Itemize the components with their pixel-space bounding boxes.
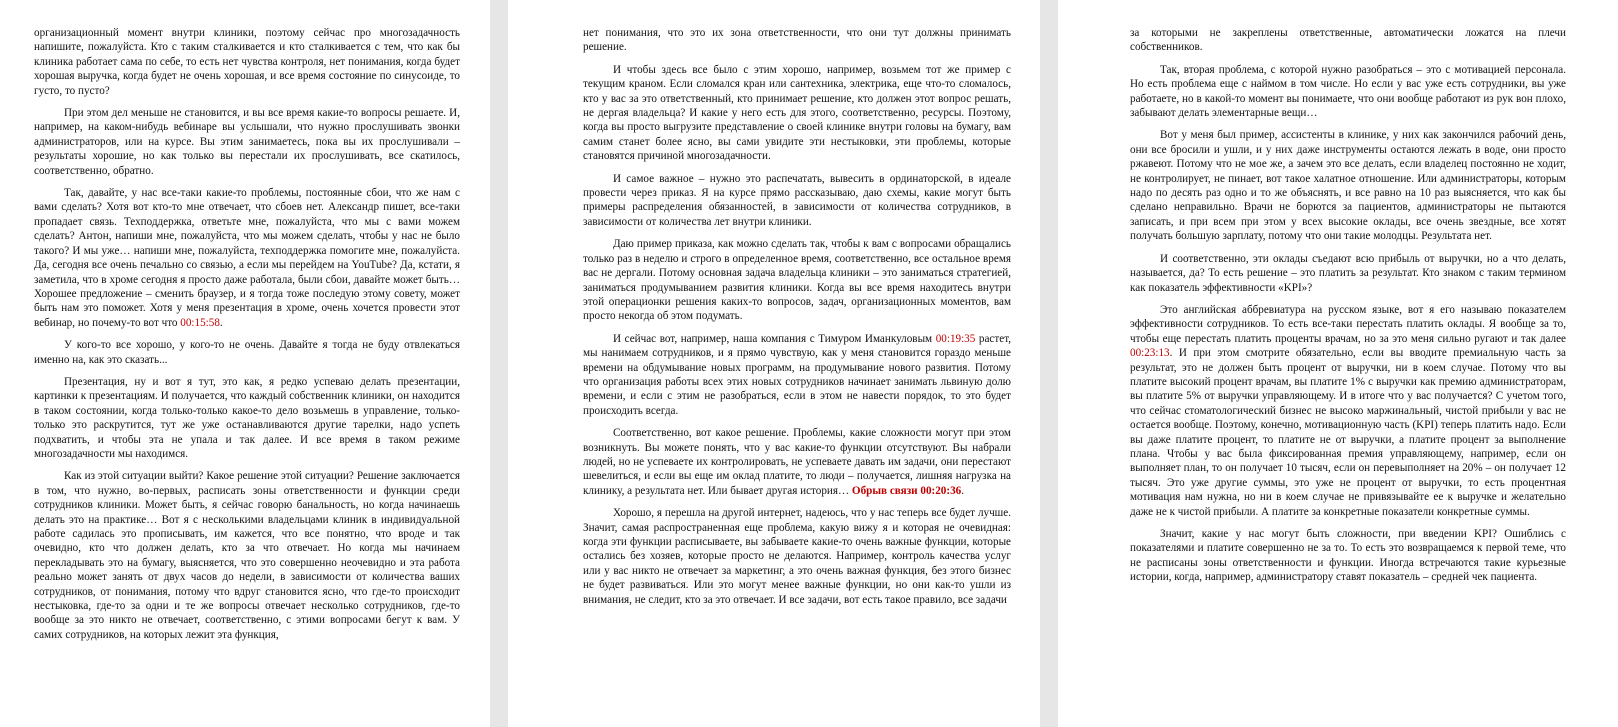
paragraph xyxy=(34,186,460,330)
paragraph-text: И сейчас вот, например, наша компания с Тимуром Иманкуловым xyxy=(613,332,936,345)
paragraph-text: Соответственно, вот какое решение. Проблемы, какие сложности могут при этом возникнуть. Вы можете понять, что у вас какие-то функции отсутствуют. Вы набрали людей, но не успеваете их контролировать, не успеваете давать им задачи, они перестают шевелиться, и если вы еще им оклад платите, то люди – получается, лишняя нагрузка на клинику, а результата нет. Или бывает другая история… xyxy=(583,427,1011,497)
paragraph-text: . xyxy=(961,484,965,497)
timestamp: 00:23:13 xyxy=(1130,347,1170,360)
paragraph-text: У кого-то все хорошо, у кого-то не очень. Давайте я тогда не буду отвлекаться именно на, как это сказать... xyxy=(34,339,460,366)
paragraph-text: И самое важное – нужно это распечатать, вывесить в ординаторской, в идеале провести через приказ. Я на курсе прямо рассказываю, даю схемы, какие могут быть примеры распределения обязанностей, в зависимости от количества сотрудников, в зависимости от количества лет внутри клиники. xyxy=(583,172,1011,228)
paragraph xyxy=(583,172,1011,230)
paragraph xyxy=(583,332,1011,418)
paragraph xyxy=(583,426,1011,498)
timestamp: 00:15:58 xyxy=(180,316,220,329)
paragraph-text: При этом дел меньше не становится, и вы все время какие-то вопросы решаете. И, например, на каком-нибудь вебинаре вы услышали, что нужно прослушивать звонки администраторов, или на курсе. Вы этим занимаетесь, пока вы их прослушивали – результаты хорошие, но как только вы перестали их прослушивать, все скатилось, соответственно, обратно. xyxy=(34,107,460,177)
paragraph-text: Даю пример приказа, как можно сделать так, чтобы к вам с вопросами обращались только раз в неделю и строго в определенное время, соответственно, все остальное время вас не дергали. Потому основная задача владельца клиники – это заниматься стратегией, заниматься продумыванием развития клиники. Когда вы все время находитесь внутри этой операционки решения каких-то вопросов, задач, организационных моментов, вам просто некогда об этом подумать. xyxy=(583,238,1011,323)
paragraph-text: Хорошо, я перешла на другой интернет, надеюсь, что у нас теперь все будет лучше. Значит, самая распространенная еще проблема, какую вижу я и которая не очевидная: когда эти функции расписываете, вы забываете какие-то очень важные функции, которые остались без хозяев, которые просто не делаются. Например, контроль качества услуг или у вас никто не отвечает за маркетинг, а это очень важная функция, без этого бизнес не будет развиваться. Или это могут менее важные функции, но они как-то ушли из внимания, не следит, кто за это отвечает. И все задачи, вот есть такое правило, все задачи xyxy=(583,507,1011,606)
paragraph-text: нет понимания, что это их зона ответственности, что они тут должны принимать решение. xyxy=(583,27,1011,54)
paragraph xyxy=(1130,128,1566,243)
paragraph-text: Презентация, ну и вот я тут, это как, я редко успеваю делать презентации, картинки к презентациям. И получается, что каждый собственник клиники, он находится в таком состоянии, когда только-только какое-то дело возьмешь в управление, только-только это раскрутится, тут же уже останавливаются другие тарелки, надо успеть подхватить, и чтобы эта не упала и так далее. И все время в таком режиме многозадачности мы находимся. xyxy=(34,375,460,460)
paragraph-text: . xyxy=(219,316,223,329)
document-page-2 xyxy=(508,0,1040,727)
paragraph-text: растет, мы нанимаем сотрудников, и я прямо чувствую, как у меня становится гораздо меньше времени на обдумывание новых программ, на продумывание нового развития. Потому что организация работы всех этих новых сотрудников начинает занимать львиную долю времени, и если с этим не разобраться, если в этом не навести порядок, то это будет происходить всегда. xyxy=(583,332,1012,417)
document-page-3 xyxy=(1058,0,1618,727)
paragraph-text: Как из этой ситуации выйти? Какое решение этой ситуации? Решение заключается в том, что нужно, во-первых, расписать зоны ответственности и функции среди сотрудников клиники. Может быть, я сейчас говорю банальность, но когда начинаешь делать это на практике… Вот я с несколькими владельцами клиник в индивидуальной работе садилась это прописывать, им кажется, что все понятно, что вроде и так очевидно, кто что должен делать, кто за что отвечает. Но когда мы начинаем перекладывать это на бумагу, выясняется, что это совершенно неочевидно и эта работа реально может занять от двух часов до недели, в зависимости от количества ваших сотрудников, от понимания, потому что вдруг становится ясно, что где-то происходит нестыковка, где-то за одни и те же вопросы отвечает несколько сотрудников, где-то вообще за это никто не отвечает, соответственно, с этими вопросами бегут к вам. У самих сотрудников, на которых лежит эта функция, xyxy=(34,470,460,641)
timestamp: Обрыв связи 00:20:36 xyxy=(851,484,962,497)
paragraph xyxy=(1130,527,1566,585)
paragraph-text: Это английская аббревиатура на русском языке, вот я его называю показателем эффективности сотрудников. То есть все-таки перестать платить оклады. Я вообще за то, чтобы еще перестать платить проценты врачам, но за это меня сильно ругают и так далее xyxy=(1130,303,1566,345)
paragraph xyxy=(1130,303,1566,519)
paragraph xyxy=(34,106,460,178)
page-2-text xyxy=(583,26,1011,615)
paragraph xyxy=(34,338,460,367)
paragraph-text: Так, вторая проблема, с которой нужно разобраться – это с мотивацией персонала. Но есть проблема еще с наймом в том числе. Но если у вас уже есть сотрудники, вы уже работаете, но в какой-то момент вы понимаете, что они вообще работают из рук вон плохо, забывают делать элементарные вещи… xyxy=(1130,63,1566,120)
paragraph xyxy=(34,469,460,642)
paragraph xyxy=(583,26,1011,55)
page-3-text xyxy=(1130,26,1566,593)
paragraph xyxy=(1130,63,1566,121)
paragraph xyxy=(583,237,1011,323)
paragraph-text: И соответственно, эти оклады съедают всю прибыль от выручки, но а что делать, называется, да? То есть решение – это платить за результат. Кто знаком с таким термином как показатель эффективности «KPI»? xyxy=(1130,252,1566,294)
paragraph xyxy=(1130,252,1566,295)
paragraph xyxy=(583,63,1011,164)
paragraph-text: Значит, какие у нас могут быть сложности, при введении KPI? Ошиблись с показателями и платите совершенно не за то. То есть это возвращаемся к первой теме, что не расписаны зоны ответственности и функции. Иногда встречаются такие курьезные истории, когда, например, администратору ставят показатель – средней чек пациента. xyxy=(1130,528,1566,584)
paragraph xyxy=(1130,26,1566,55)
paragraph xyxy=(34,26,460,98)
page-1-text xyxy=(34,26,460,650)
paragraph xyxy=(34,375,460,461)
paragraph-text: . И при этом смотрите обязательно, если вы вводите премиальную часть за результат, это не должен быть процент от выручки, ни в коем случае. Потому что вы платите высокий процент врачам, вы платите 1% с выручки как премию администраторам, вы платите 5% от выручки управляющему. И в итоге что у вас получается? С учетом того, что сейчас стоматологический бизнес не высоко маржинальный, чистой прибыли у вас не остается вообще. Поэтому, конечно, мотивационную часть (KPI) теперь платить надо. Если вы даже платите процент, то платите не от выручки, а платите процент за выполнение плана. Чтобы у вас была фиксированная премия управляющему, например, если он выполняет план, то он получает 10 тысяч, если он перевыполняет на 20% – он получает 12 тысяч. Это уже другие суммы, это уже не процент от выручки, то есть процентная мотивация нам нужна, но ни в коем случае не привязывайте ее к выручке и желательно даже не к чистой прибыли. А платите за конкретные показатели конкретные суммы. xyxy=(1130,347,1566,518)
paragraph-text: организационный момент внутри клиники, поэтому сейчас про многозадачность напишите, пожалуйста. Кто с таким сталкивается и кто сталкивается с тем, что как бы клиника работает сама по себе, то есть нет чувства контроля, нет понимания, когда будет хорошая выручка, когда будет не очень хорошая, и все время состояние по синусоиде, то густо, то пусто? xyxy=(34,27,460,97)
timestamp: 00:19:35 xyxy=(935,332,976,345)
paragraph-text: за которыми не закреплены ответственные, автоматически ложатся на плечи собственников. xyxy=(1130,27,1566,54)
paragraph-text: И чтобы здесь все было с этим хорошо, например, возьмем тот же пример с текущим краном. Если сломался кран или сантехника, электрика, еще что-то сломалось, кто у вас за это ответственный, кто принимает решение, кто должен этот вопрос решать, не дергая владельца? И какие у него есть для этого, соответственно, ресурсы. Поэтому, когда вы просто выгрузите представление о своей клинике внутри головы на бумагу, вам самим станет более ясно, вы сами увидите эти нестыковки, эти проблемы, которые становятся причиной многозадачности. xyxy=(583,63,1011,163)
paragraph xyxy=(583,506,1011,607)
paragraph-text: Вот у меня был пример, ассистенты в клинике, у них как закончился рабочий день, они все бросили и ушли, и у них даже инструменты остаются лежать в воде, они просто ржавеют. Потому что не мое же, а зачем это все делать, если владелец постоянно не ходит, не контролирует, не пинает, вот такое халатное отношение. Или администраторы, которым надо по десять раз одно и то же объяснять, и все равно на 10 раз выясняется, что как бы сделано неправильно. Врачи не борются за пациентов, администраторы не пытаются записать, и при всем при этом у всех высокие оклады, все очень звездные, все хотят получать большую зарплату, потому что они такие молодцы. Результата нет. xyxy=(1130,129,1566,243)
document-page-1 xyxy=(0,0,490,727)
paragraph-text: Так, давайте, у нас все-таки какие-то проблемы, постоянные сбои, что же нам с вами сделать? Хотя вот кто-то мне отвечает, что сбоев нет. Александр пишет, все-таки пропадает связь. Техподдержка, ответьте мне, пожалуйста, что мы с вами можем сделать? Антон, напиши мне, пожалуйста, что мы можем сделать, чтобы у нас не было такого? И мы уже… напиши мне, пожалуйста, техподдержка помогите мне, пожалуйста. Да, сегодня все очень печально со связью, а если мы перейдем на YouTube? Да, кстати, я заметила, что в хроме сегодня я просто даже работала, были сбои, давайте может быть… Хорошее предложение – сменить браузер, и я тогда тоже последую этому совету, может быть нам это поможет. Хотя у меня презентация в хроме, очень хочется провести этот вебинар, но почему-то вот что xyxy=(34,187,460,329)
